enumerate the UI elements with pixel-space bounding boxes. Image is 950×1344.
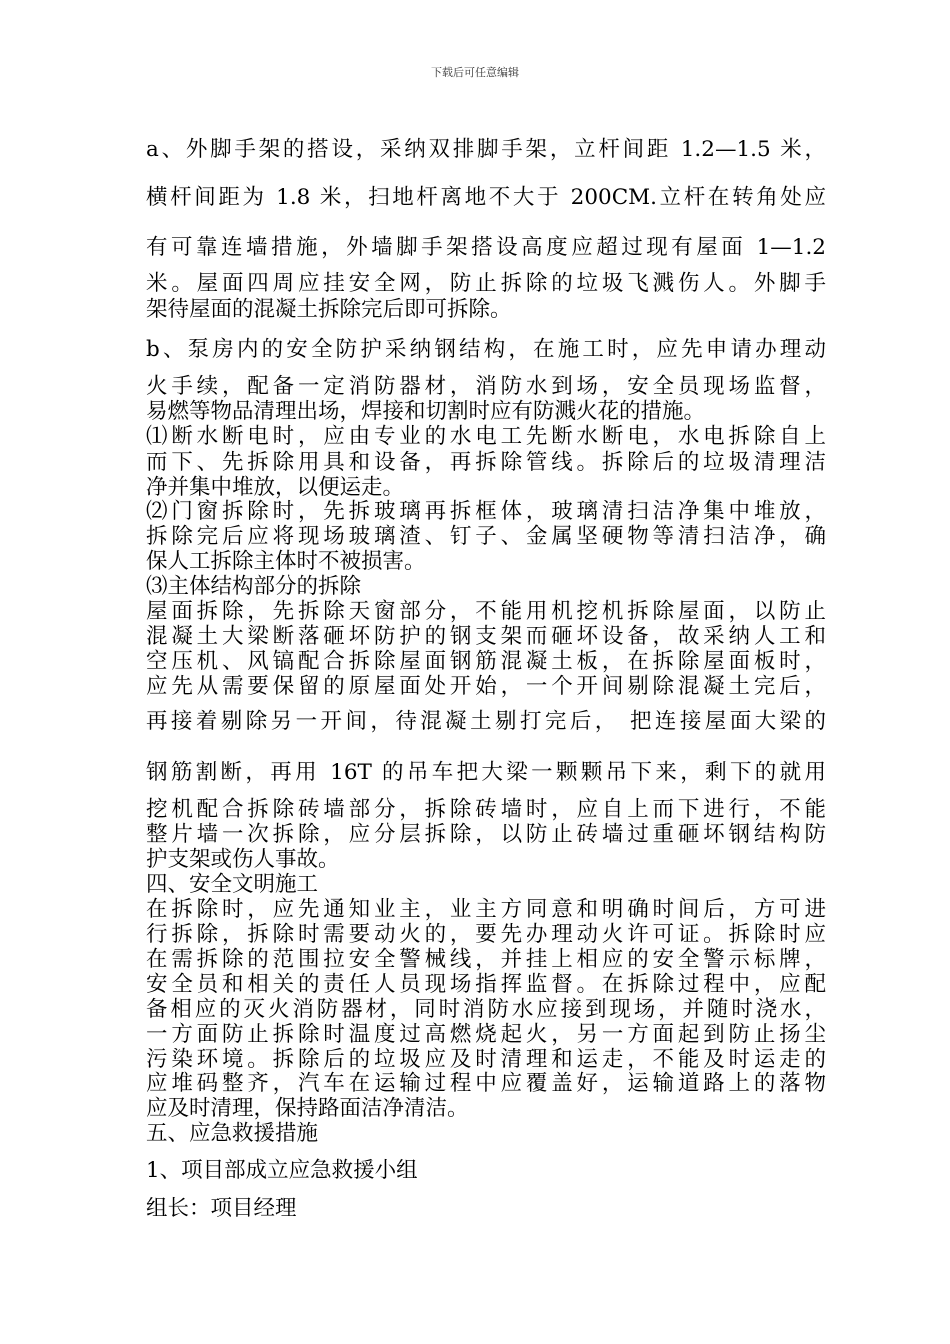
body-line: 挖机配合拆除砖墙部分，拆除砖墙时，应自上而下进行，不能 (146, 797, 826, 822)
section-heading: 四、安全文明施工 (146, 872, 319, 897)
body-line: 一方面防止拆除时温度过高燃烧起火，另一方面起到防止扬尘 (146, 1022, 826, 1047)
body-line: 保人工拆除主体时不被损害。 (146, 549, 426, 574)
body-line: 有可靠连墙措施，外墙脚手架搭设高度应超过现有屋面 1—1.2 (146, 235, 826, 260)
body-line: b、泵房内的安全防护采纳钢结构，在施工时，应先申请办理动 (146, 337, 826, 362)
body-line: 行拆除，拆除时需要动火的，要先办理动火许可证。拆除时应 (146, 922, 826, 947)
body-line: ⑴断水断电时，应由专业的水电工先断水断电，水电拆除自上 (146, 424, 826, 449)
body-line: 净并集中堆放，以便运走。 (146, 475, 405, 500)
body-line: 备相应的灭火消防器材，同时消防水应接到现场，并随时浇水， (146, 997, 826, 1022)
body-line: 应及时清理，保持路面洁净清洁。 (146, 1096, 469, 1121)
body-line: 整片墙一次拆除，应分层拆除，以防止砖墙过重砸坏钢结构防 (146, 822, 826, 847)
body-line: 应先从需要保留的原屋面处开始，一个开间剔除混凝土完后， (146, 674, 826, 699)
body-line: 架待屋面的混凝土拆除完后即可拆除。 (146, 297, 512, 322)
body-line: 应堆码整齐，汽车在运输过程中应覆盖好，运输道路上的落物 (146, 1071, 826, 1096)
body-line: 污染环境。拆除后的垃圾应及时清理和运走，不能及时运走的 (146, 1047, 826, 1072)
body-line: 在拆除时，应先通知业主，业主方同意和明确时间后，方可进 (146, 897, 826, 922)
section-heading: 五、应急救援措施 (146, 1121, 319, 1146)
body-line: 米。屋面四周应挂安全网，防止拆除的垃圾飞溅伤人。外脚手 (146, 271, 826, 296)
body-line: 屋面拆除，先拆除天窗部分，不能用机挖机拆除屋面，以防止 (146, 599, 826, 624)
body-line: 钢筋割断，再用 16T 的吊车把大梁一颗颗吊下来，剩下的就用 (146, 760, 826, 785)
body-line: 组长：项目经理 (146, 1196, 297, 1221)
subsection-heading: 1、项目部成立应急救援小组 (146, 1158, 418, 1183)
section-heading: ⑶主体结构部分的拆除 (146, 574, 362, 599)
body-line: 再接着剔除另一开间，待混凝土剔打完后， 把连接屋面大梁的 (146, 709, 826, 734)
body-line: 在需拆除的范围拉安全警械线，并挂上相应的安全警示标牌， (146, 947, 826, 972)
body-line: 易燃等物品清理出场，焊接和切割时应有防溅火花的措施。 (146, 399, 706, 424)
body-line: 安全员和相关的责任人员现场指挥监督。在拆除过程中，应配 (146, 972, 826, 997)
body-line: 混凝土大梁断落砸坏防护的钢支架而砸坏设备，故采纳人工和 (146, 624, 826, 649)
body-line: 横杆间距为 1.8 米，扫地杆离地不大于 200CM.立杆在转角处应 (146, 185, 826, 210)
body-line: ⑵门窗拆除时，先拆玻璃再拆框体，玻璃清扫洁净集中堆放， (146, 499, 826, 524)
body-line: a、外脚手架的搭设，采纳双排脚手架，立杆间距 1.2—1.5 米， (146, 137, 826, 162)
body-line: 而下、先拆除用具和设备，再拆除管线。拆除后的垃圾清理洁 (146, 450, 826, 475)
body-line: 拆除完后应将现场玻璃渣、钉子、金属坚硬物等清扫洁净，确 (146, 524, 826, 549)
body-line: 火手续，配备一定消防器材，消防水到场，安全员现场监督， (146, 374, 826, 399)
body-line: 空压机、风镐配合拆除屋面钢筋混凝土板，在拆除屋面板时， (146, 649, 826, 674)
body-line: 护支架或伤人事故。 (146, 847, 340, 872)
page-header-note: 下载后可任意编辑 (431, 66, 519, 79)
